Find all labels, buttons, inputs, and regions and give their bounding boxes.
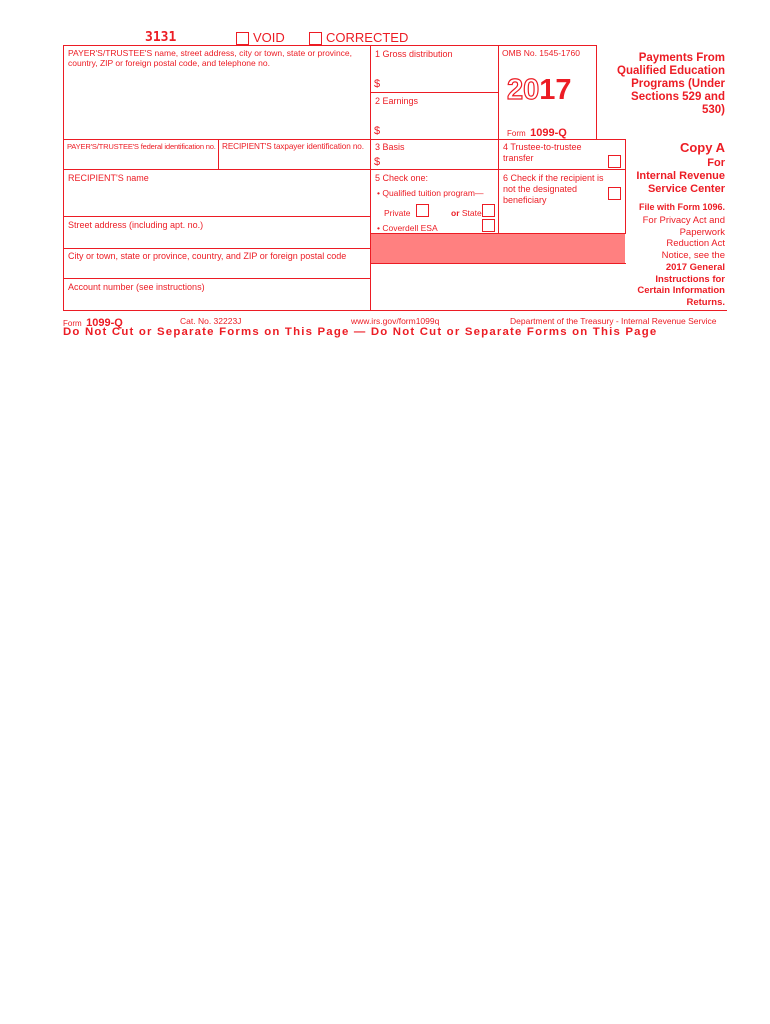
box2-top-line bbox=[370, 92, 498, 93]
privacy-notice: For Privacy Act and Paperwork Reduction Act Notice, see the bbox=[642, 215, 725, 261]
irs-center-label: Internal Revenue Service Center bbox=[636, 170, 725, 195]
box5-coverdell-label: • Coverdell ESA bbox=[377, 223, 438, 233]
street-address-label: Street address (including apt. no.) bbox=[68, 220, 204, 230]
irs-url[interactable]: www.irs.gov/form1099q bbox=[351, 316, 440, 326]
street-address-field[interactable] bbox=[66, 232, 366, 247]
footer-form-name: Form 1099-Q bbox=[63, 317, 123, 329]
form-top-border bbox=[63, 45, 597, 46]
city-top-line bbox=[63, 248, 370, 249]
tax-year bbox=[507, 74, 572, 106]
payer-fed-id-label: PAYER'S/TRUSTEE'S federal identification no. bbox=[67, 142, 216, 151]
box6-label: 6 Check if the recipient is not the designated beneficiary bbox=[503, 173, 604, 205]
city-field[interactable] bbox=[66, 263, 366, 277]
box5-coverdell-checkbox[interactable] bbox=[482, 219, 495, 232]
box5-label: 5 Check one: bbox=[375, 173, 429, 183]
form-bottom-border bbox=[63, 310, 727, 311]
do-not-cut-warning: Do Not Cut or Separate Forms on This Page — Do Not Cut or Separate Forms on This Page bbox=[63, 326, 658, 338]
recipient-name-label: RECIPIENT'S name bbox=[68, 173, 149, 183]
treasury-department: Department of the Treasury - Internal Revenue Service bbox=[510, 316, 717, 326]
account-number-label: Account number (see instructions) bbox=[68, 282, 205, 292]
street-top-line bbox=[63, 216, 370, 217]
box2-amount-field[interactable] bbox=[384, 123, 494, 137]
file-with-label: File with Form 1096. bbox=[638, 202, 725, 212]
recipient-name-top-line bbox=[63, 169, 625, 170]
box4-label: 4 Trustee-to-trustee transfer bbox=[503, 142, 582, 163]
box1-label: 1 Gross distribution bbox=[375, 49, 453, 59]
tax-year-outline: 20 bbox=[507, 74, 540, 106]
box5-qtp-label: • Qualified tuition program— bbox=[377, 188, 484, 198]
payer-column-right-border bbox=[370, 45, 371, 311]
box5-private-label: Private bbox=[384, 208, 411, 218]
recipient-name-field[interactable] bbox=[66, 186, 366, 214]
general-instructions: 2017 General Instructions for Certain Information Returns. bbox=[637, 262, 725, 308]
payer-name-label: PAYER'S/TRUSTEE'S name, street address, city or town, state or province, country, ZIP or foreign postal code, and telephone no. bbox=[68, 48, 353, 68]
omb-form-name: Form 1099-Q bbox=[507, 127, 567, 139]
account-number-field[interactable] bbox=[66, 294, 366, 308]
box3-dollar: $ bbox=[374, 156, 381, 168]
shaded-area bbox=[371, 234, 625, 263]
void-checkbox[interactable] bbox=[236, 32, 249, 45]
catalog-number: Cat. No. 32223J bbox=[180, 316, 242, 326]
omb-column-right-border bbox=[596, 45, 597, 139]
recipient-tin-label: RECIPIENT'S taxpayer identification no. bbox=[222, 142, 364, 151]
box5-state-checkbox[interactable] bbox=[482, 204, 495, 217]
void-label: VOID bbox=[253, 30, 285, 45]
corrected-label: CORRECTED bbox=[326, 30, 409, 45]
payer-id-divider bbox=[218, 139, 219, 169]
form-code: 3131 bbox=[145, 30, 177, 45]
corrected-checkbox[interactable] bbox=[309, 32, 322, 45]
box3-label: 3 Basis bbox=[375, 142, 405, 152]
city-label: City or town, state or province, country, and ZIP or foreign postal code bbox=[68, 251, 347, 261]
box2-label: 2 Earnings bbox=[375, 96, 419, 106]
box1-dollar: $ bbox=[374, 78, 381, 90]
box4-checkbox[interactable] bbox=[608, 155, 621, 168]
box3-amount-field[interactable] bbox=[384, 155, 494, 168]
copy-a-label: Copy A bbox=[679, 140, 725, 155]
payer-name-field[interactable] bbox=[66, 72, 366, 136]
payer-fed-id-field[interactable] bbox=[66, 152, 216, 168]
form-left-border bbox=[63, 45, 64, 311]
shaded-bottom-line bbox=[370, 263, 626, 264]
side-title: Payments From Qualified Education Programs (Under Sections 529 and 530) bbox=[617, 52, 725, 116]
box2-dollar: $ bbox=[374, 125, 381, 137]
for-label: For bbox=[707, 157, 725, 169]
recipient-tin-field[interactable] bbox=[221, 152, 368, 168]
omb-number: OMB No. 1545-1760 bbox=[502, 48, 580, 58]
box5-state-label: or State bbox=[451, 208, 482, 218]
account-top-line bbox=[63, 278, 370, 279]
tax-year-solid: 17 bbox=[539, 74, 572, 106]
box5-private-checkbox[interactable] bbox=[416, 204, 429, 217]
box1-amount-field[interactable] bbox=[384, 76, 494, 90]
